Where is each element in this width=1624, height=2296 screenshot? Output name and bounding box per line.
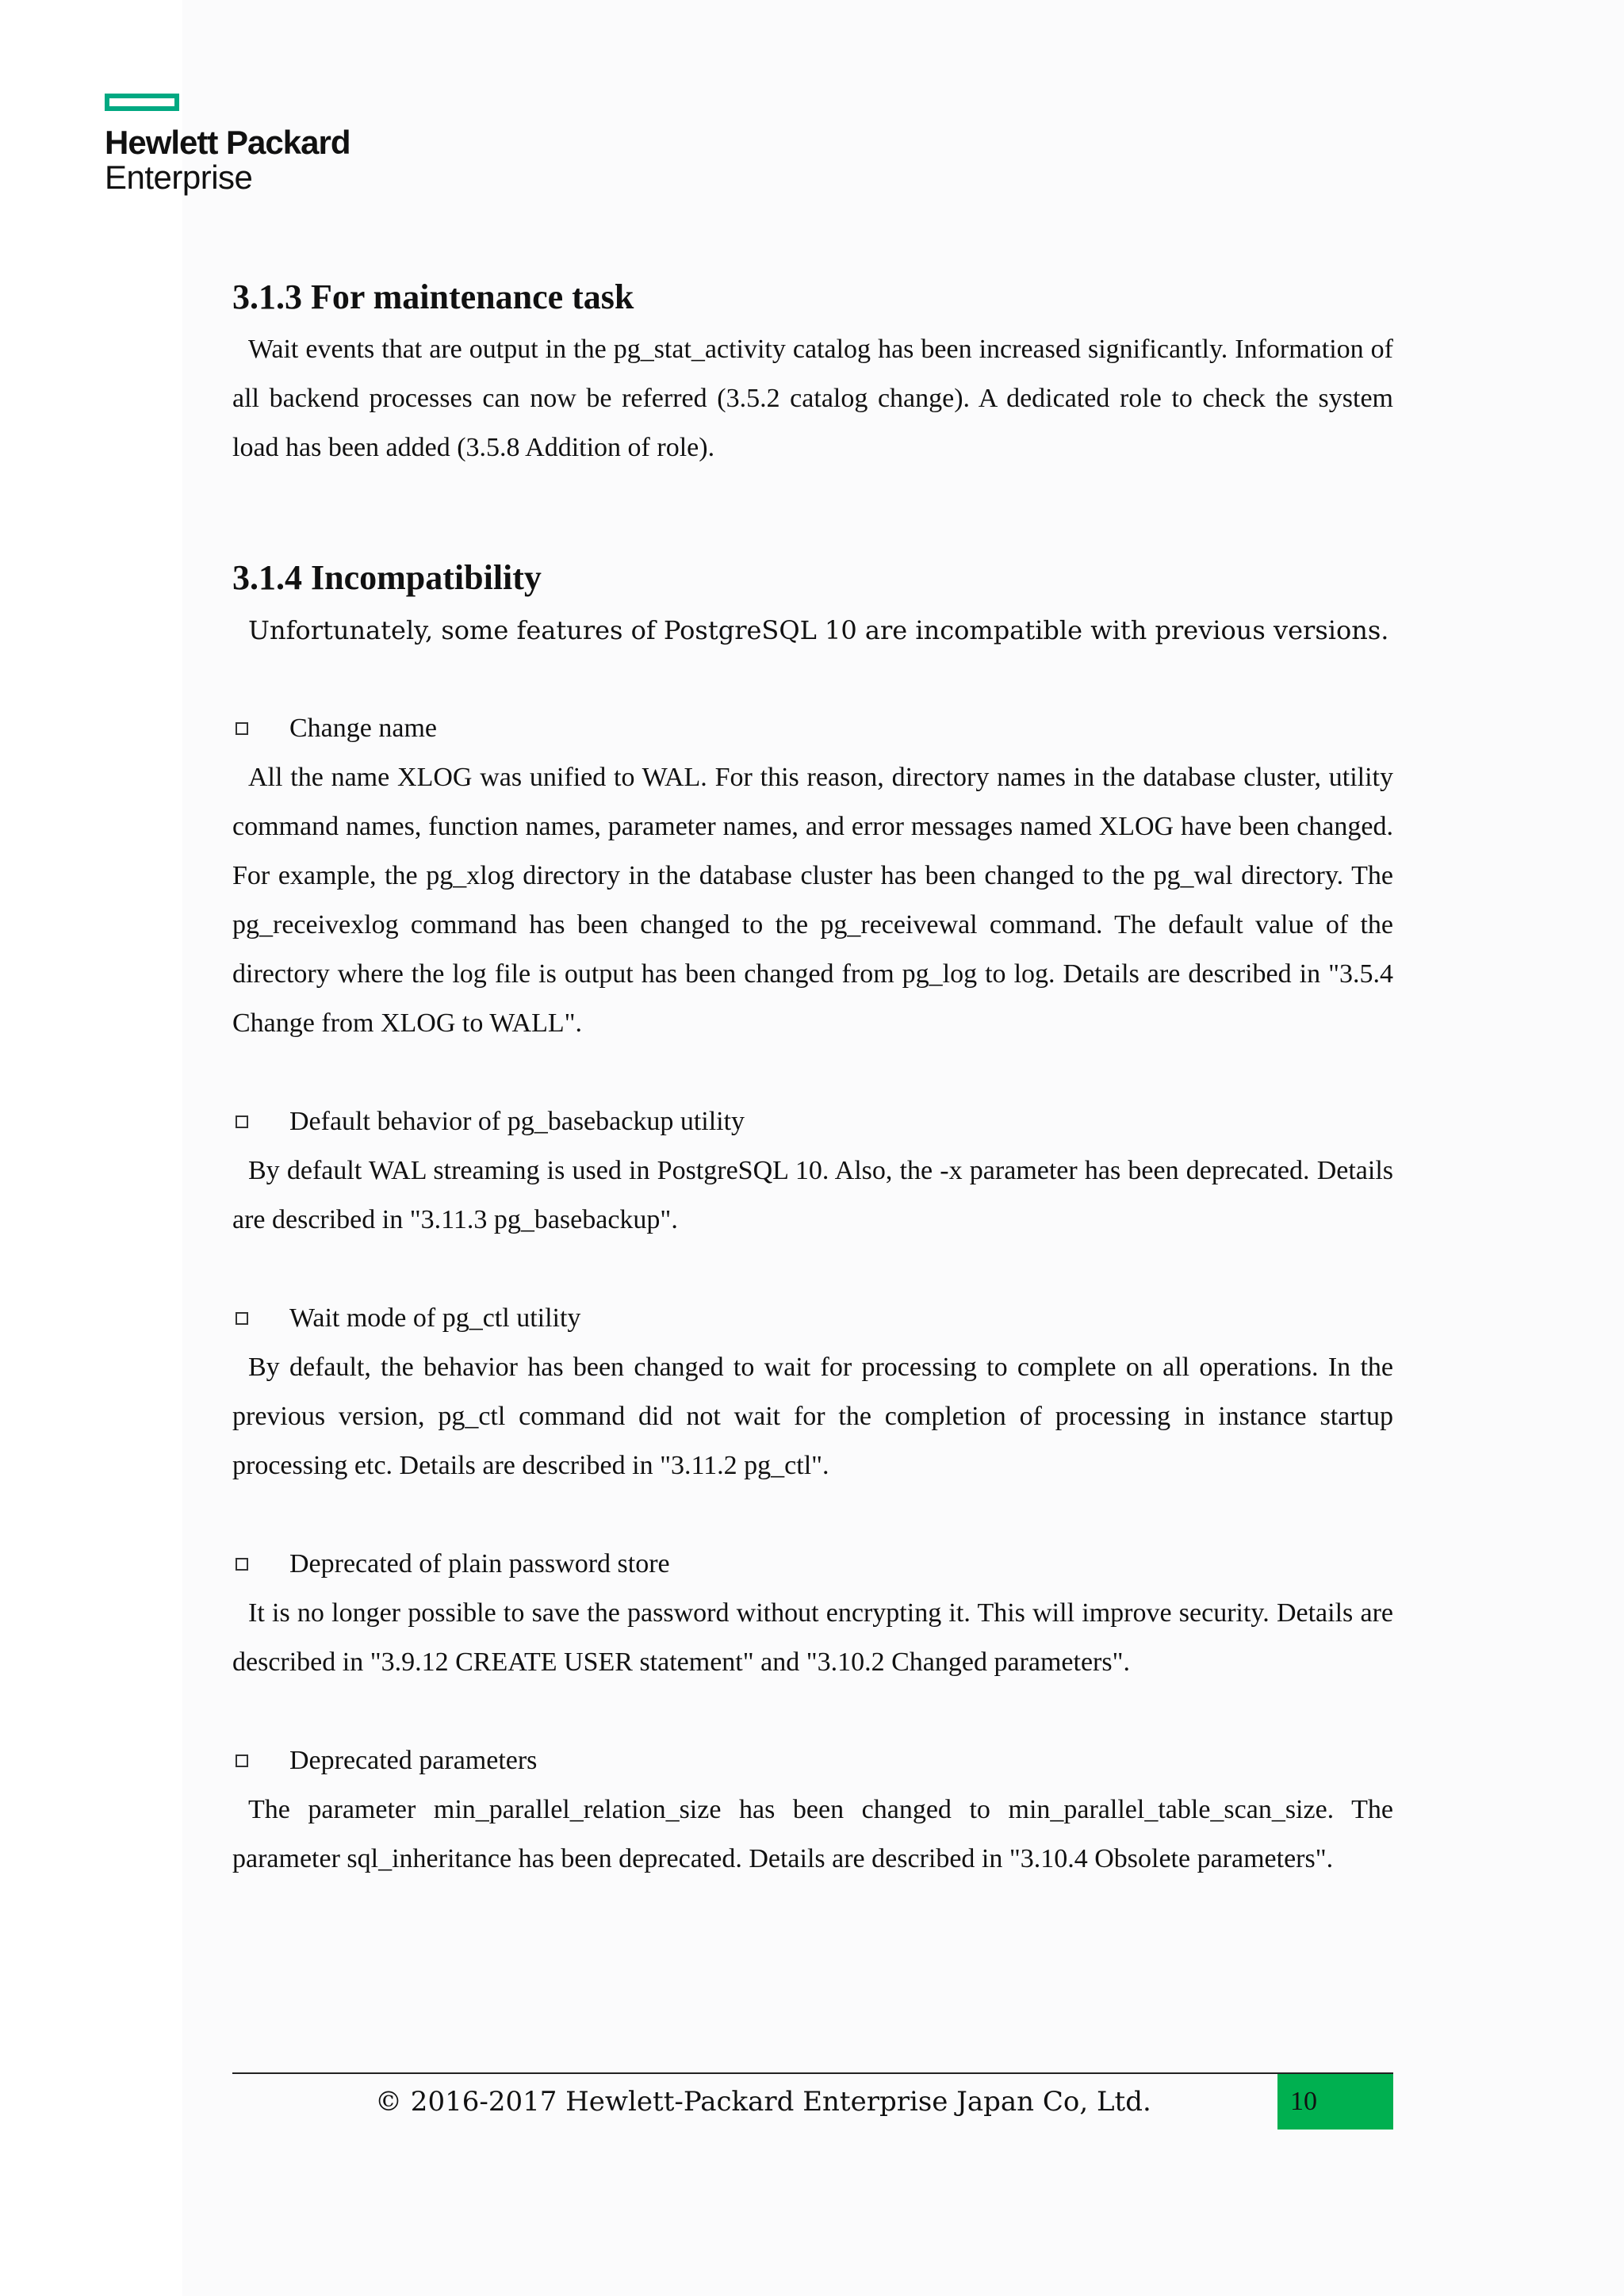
checkbox-square-icon: [236, 722, 248, 735]
list-item-text: By default, the behavior has been changed to wait for processing to complete on all operations. In the previous version, pg_ctl command did not wait for the completion of processing in instance startup processing etc. Details are described in "3.11.2 pg_ctl".: [232, 1353, 1393, 1480]
list-item-text: By default WAL streaming is used in PostgreSQL 10. Also, the -x parameter has been deprecated. Details are described in "3.11.3 pg_basebackup".: [232, 1156, 1393, 1234]
checkbox-square-icon: [236, 1558, 248, 1571]
list-item-title: [232, 704, 1393, 753]
document-body: [232, 270, 1393, 1884]
list-item-title-text: Wait mode of pg_ctl utility: [289, 1303, 581, 1333]
checkbox-square-icon: [236, 1115, 248, 1128]
checkbox-square-icon: [236, 1312, 248, 1325]
section-heading-incompatibility: 3.1.4 Incompatibility: [232, 558, 542, 597]
section-heading-maintenance: 3.1.3 For maintenance task: [232, 277, 634, 316]
list-item-title: [232, 1097, 1393, 1146]
logo-text-line1: Hewlett Packard: [105, 124, 350, 161]
list-item-title: [232, 1294, 1393, 1343]
hpe-logo-mark-icon: [105, 94, 179, 111]
list-item-title: [232, 1736, 1393, 1785]
list-item-title-text: Deprecated parameters: [289, 1746, 538, 1775]
footer-copyright: © 2016-2017 Hewlett-Packard Enterprise Japan Co, Ltd.: [375, 2086, 1151, 2118]
list-item-text: All the name XLOG was unified to WAL. For this reason, directory names in the database cluster, utility command names, function names, parameter names, and error messages named XLOG have been changed. For example, the pg_xlog directory in the database cluster has been changed to the pg_wal directory. The pg_receivexlog command has been changed to the pg_receivewal command. The default value of the directory where the log file is output has been changed from pg_log to log. Details are described in "3.5.4 Change from XLOG to WALL".: [232, 763, 1393, 1038]
list-item-title: [232, 1540, 1393, 1589]
page-number-badge: 10: [1277, 2074, 1393, 2130]
section-paragraph-maintenance: Wait events that are output in the pg_stat_activity catalog has been increased significantly. Information of all backend processes can now be referred (3.5.2 catalog change). A dedicated role to check the system load has been added (3.5.8 Addition of role).: [232, 335, 1393, 462]
list-item-title-text: Change name: [289, 714, 437, 743]
list-item-text: It is no longer possible to save the password without encrypting it. This will improve security. Details are described in "3.9.12 CREATE USER statement" and "3.10.2 Changed parameters".: [232, 1598, 1393, 1677]
logo-text-line2: Enterprise: [105, 159, 253, 196]
list-item-title-text: Default behavior of pg_basebackup utility: [289, 1107, 745, 1136]
list-item-title-text: Deprecated of plain password store: [289, 1549, 670, 1578]
section-intro-incompatibility: Unfortunately, some features of PostgreSQL 10 are incompatible with previous versions.: [248, 615, 1389, 645]
hpe-logo: [105, 94, 350, 195]
list-item-text: The parameter min_parallel_relation_size has been changed to min_parallel_table_scan_size. The parameter sql_inheritance has been deprecated. Details are described in "3.10.4 Obsolete parameters".: [232, 1795, 1393, 1873]
page-footer: [232, 2072, 1393, 2130]
checkbox-square-icon: [236, 1755, 248, 1767]
